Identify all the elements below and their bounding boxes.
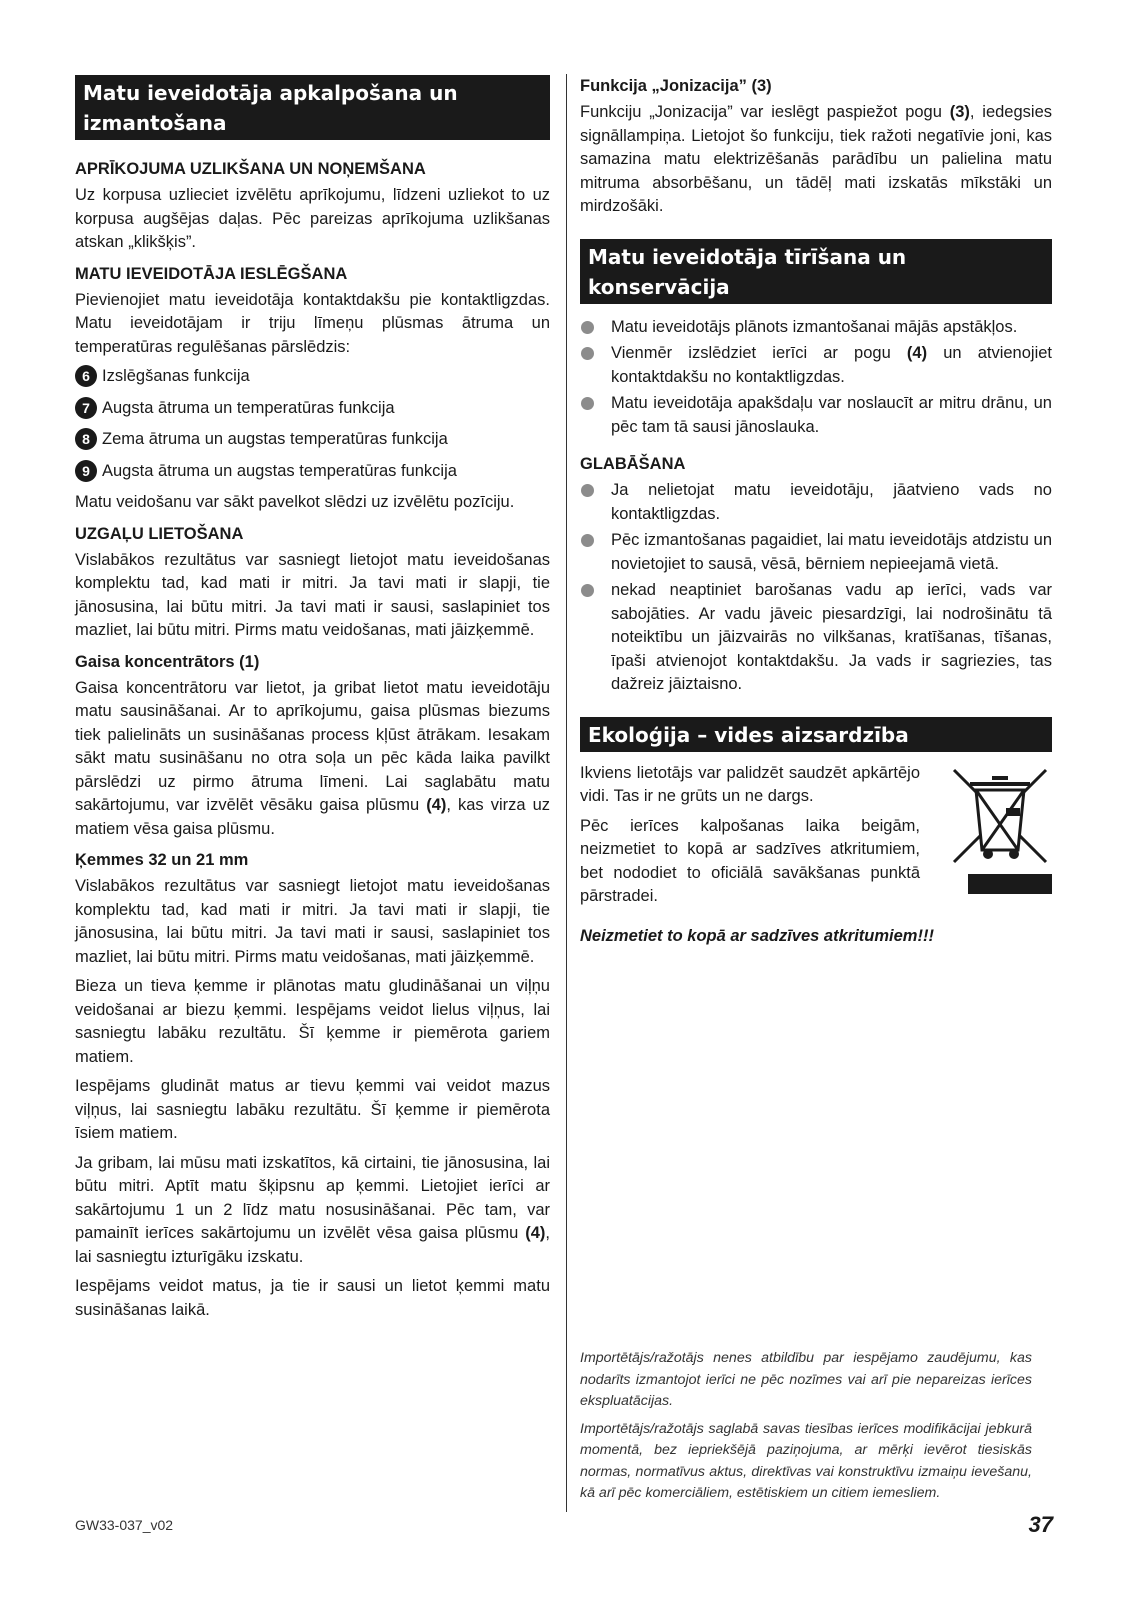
para-combs-1: Vislabākos rezultātus var sasniegt lietojot matu ieveidošanas komplektu tad, kad mati ir mitri. Ja tavi mati ir slapji, tie jānosusina, lai būtu mitri. Ja tavi mati ir sausi, saslapiniet tos mazliet, lai būtu mitri. Pirms matu veidošanas, mati jāizķemmē. [75, 877, 550, 966]
list-item-text: Ja nelietojat matu ieveidotāju, jāatvieno vads no kontaktligzdas. [611, 481, 1052, 523]
number-badge: 9 [75, 460, 97, 482]
ecology-text [580, 762, 920, 915]
bullet-icon [581, 534, 594, 547]
number-badge: 7 [75, 397, 97, 419]
text-run: , lai sasniegtu izturīgāku izskatu. [75, 1224, 550, 1266]
para-switching-on: Pievienojiet matu ieveidotāja kontaktdakšu pie kontaktligzdas. Matu ieveidotājam ir triju līmeņu plūsmas ātruma un temperatūras regulēšanas pārslēdzis: [75, 290, 550, 356]
list-item [580, 579, 1052, 697]
list-item [580, 529, 1052, 576]
disclaimer-para-2: Importētājs/ražotājs saglabā savas tiesības ierīces modifikācijai jebkurā momentā, bez iepriekšējā paziņojuma, ar mērķi ievērot tiesiskās normas, normatīvus aktus, direktīvas vai konstruktīvu izmaiņu ievešanu, kā arī pēc komerciāliem, estētiskiem un citiem iemesliem. [580, 1420, 1032, 1501]
list-item [75, 428, 550, 452]
para-nozzles: Vislabākos rezultātus var sasniegt lietojot matu ieveidošanas komplektu tad, kad mati ir mitri. Ja tavi mati ir slapji, tie jānosusina, lai būtu mitri. Ja tavi mati ir sausi, saslapiniet tos mazliet, lai būtu mitri. Pirms matu veidošanas, mati jāizķemmē. [75, 550, 550, 639]
left-column [75, 75, 550, 1328]
disclaimer [580, 1348, 1032, 1511]
ecology-warning: Neizmetiet to kopā ar sadzīves atkritumiem!!! [580, 926, 934, 945]
document-code: GW33-037_v02 [75, 1517, 174, 1533]
number-badge: 8 [75, 428, 97, 450]
para-ionization [580, 101, 1052, 219]
list-item-text: Matu ieveidotāja apakšdaļu var noslaucīt ar mitru drānu, un pēc tam tā sausi jānoslauka. [611, 394, 1052, 436]
heading-ionization: Funkcija „Jonizacija” (3) [580, 77, 772, 95]
bold-ref: (3) [949, 103, 970, 121]
section-banner-ecology: Ekoloģija – vides aizsardzība [580, 717, 1052, 752]
section-banner-cleaning: Matu ieveidotāja tīrīšana un konservācija [580, 239, 1052, 304]
list-item-label: Izslēgšanas funkcija [102, 367, 250, 385]
para-combs-2: Bieza un tieva ķemme ir plānotas matu gludināšanai un viļņu veidošanai ar biezu ķemmi. Iespējams veidot lielus viļņus, lai sasniegtu labāku rezultātu. Šī ķemme ir piemērota gariem matiem. [75, 977, 550, 1066]
para-combs-3: Iespējams gludināt matus ar tievu ķemmi vai veidot mazus viļņus, lai sasniegtu labāku rezultātu. Šī ķemme ir piemērota īsiem matiem. [75, 1077, 550, 1142]
list-item [580, 342, 1052, 389]
list-item-label: Augsta ātruma un augstas temperatūras funkcija [102, 461, 457, 480]
text-run: Gaisa koncentrātoru var lietot, ja gribat lietot matu ieveidotāju matu sausināšanai. Ar to aprīkojumu, gaisa plūsmas biezums tiek palielināts un susināšanas process kļūst ātrākam. Iesakam sākt matu susināšanu no otra soļa un pēc kāda laika pavilkt pārslēdzi uz pirmo ātruma līmeni. Lai saglabātu matu sakārtojumu, var izvēlēt vēsāku gaisa plūsmu [75, 678, 550, 814]
list-item [75, 460, 550, 484]
bullet-icon [581, 321, 594, 334]
heading-concentrator: Gaisa koncentrātors (1) [75, 652, 260, 671]
text-run: , kas virza uz matiem vēsa gaisa plūsmu. [75, 796, 550, 838]
page-number: 37 [1028, 1512, 1053, 1537]
heading-combs: Ķemmes 32 un 21 mm [75, 851, 249, 869]
bold-ref: (4) [426, 796, 447, 814]
section-banner-usage: Matu ieveidotāja apkalpošana un izmantošana [75, 75, 550, 140]
bullet-icon [581, 484, 594, 497]
text-run: un atvienojiet kontaktdakšu no kontaktligzdas. [611, 344, 1053, 386]
column-divider [566, 74, 567, 1512]
list-item [75, 397, 550, 421]
bold-ref: (4) [525, 1224, 546, 1242]
para-ecology-2: Pēc ierīces kalpošanas laika beigām, neizmetiet to kopā ar sadzīves atkritumiem, bet nododiet to oficiālā savākšanas punktā pārstradei. [580, 816, 920, 905]
list-item [75, 365, 550, 389]
text-run: , iedegsies signāllampiņa. Lietojot šo funkciju, tiek ražoti negatīvie joni, kas samazina matu elektrizēšanās parādību un palielina matu mitruma absorbēšanu, un tādēļ mati izskatās mīkstāki un mirdzošāki. [580, 103, 1053, 215]
list-item-label: Zema ātruma un augstas temperatūras funkcija [102, 430, 448, 448]
para-switch-position: Matu veidošanu var sākt pavelkot slēdzi uz izvēlētu pozīciju. [75, 493, 515, 511]
para-ecology-1: Ikviens lietotājs var palidzēt saudzēt apkārtējo vidi. Tas ir ne grūts un ne dargs. [580, 763, 920, 805]
bullet-icon [581, 347, 594, 360]
crossed-out-wheelie-bin-icon [948, 764, 1052, 868]
bullet-icon [581, 584, 594, 597]
heading-switching-on: MATU IEVEIDOTĀJA IESLĒGŠANA [75, 264, 348, 283]
para-attachments: Uz korpusa uzlieciet izvēlētu aprīkojumu, līdzeni uzliekot to uz korpusa augšējas daļas. Pēc pareizas aprīkojuma uzlikšanas atskan „klikšķis”. [75, 186, 550, 251]
list-item-label: Augsta ātruma un temperatūras funkcija [102, 398, 395, 417]
heading-nozzles: UZGAĻU LIETOŠANA [75, 524, 244, 543]
list-item [580, 392, 1052, 439]
list-item [580, 479, 1052, 526]
list-item-text: Pēc izmantošanas pagaidiet, lai matu ieveidotājs atdzistu un novietojiet to sausā, vēsā, bērniem nepieejamā vietā. [611, 531, 1052, 573]
ecology-block [580, 762, 1052, 915]
text-run: Vienmēr izslēdziet ierīci ar pogu [611, 344, 907, 362]
disclaimer-para-1: Importētājs/ražotājs nenes atbildību par iespējamo zaudējumu, kas nodarīts izmantojot ierīci ne pēc nozīmes vai arī pie nepareizas ierīces ekspluatācijas. [580, 1350, 1032, 1409]
list-item-text [611, 342, 1052, 389]
heading-storage: GLABĀŠANA [580, 455, 686, 473]
text-run: Funkciju „Jonizacija” var ieslēgt paspiežot pogu [580, 103, 950, 121]
heading-attachments: APRĪKOJUMA UZLIKŠANA UN NOŅEMŠANA [75, 160, 426, 178]
para-combs-5: Iespējams veidot matus, ja tie ir sausi un lietot ķemmi matu susināšanas laikā. [75, 1277, 550, 1319]
bullet-icon [581, 397, 594, 410]
text-run: Ja gribam, lai mūsu mati izskatītos, kā cirtaini, tie jānosusina, lai būtu mitri. Aptīt matu šķipsnu ap ķemmi. Lietojiet ierīci ar sakārtojumu 1 un 2 līdz matu nosusināšanai. Pēc tam, var pamainīt ierīces sakārtojumu un izvēlēt vēsa gaisa plūsmu [75, 1153, 550, 1242]
weee-bar [968, 874, 1052, 894]
list-item [580, 316, 1052, 340]
right-column [580, 75, 1052, 948]
list-item-text: Matu ieveidotājs plānots izmantošanai mājās apstākļos. [611, 317, 1018, 336]
weee-symbol [942, 762, 1052, 915]
list-item-text: nekad neaptiniet barošanas vadu ap ierīci, vads var sabojāties. Ar vadu jāveic piesardzīgi, lai nodrošinātu tā noteiktību un jāizvairās no vilkšanas, kratīšanas, tīšanas, īpaši atvienojot kontaktdakšu. Ja vads ir sagriezies, tas dažreiz jāiztaisno. [611, 581, 1052, 693]
para-combs-4 [75, 1152, 550, 1270]
bold-ref: (4) [906, 344, 928, 362]
para-concentrator [75, 677, 550, 842]
number-badge: 6 [75, 365, 97, 387]
